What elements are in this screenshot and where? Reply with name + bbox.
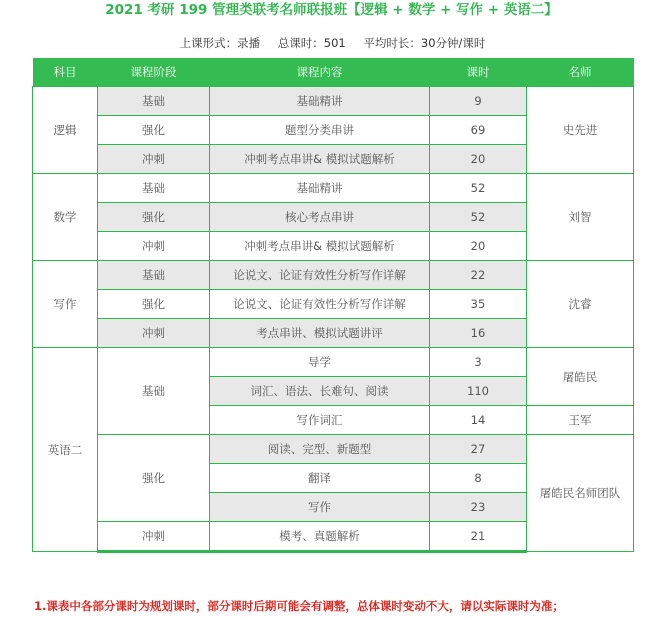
hours-cell: 8 (430, 464, 527, 493)
content-cell: 题型分类串讲 (210, 116, 430, 145)
stage-cell: 冲刺 (98, 522, 210, 552)
page-title: 2021 考研 199 管理类联考名师联报班【逻辑 + 数学 + 写作 + 英语二】 (105, 2, 558, 18)
course-info (32, 33, 633, 53)
header-subject: 科目 (33, 58, 98, 87)
header-content: 课程内容 (210, 58, 430, 87)
hours-cell: 3 (430, 348, 527, 377)
hours-cell: 20 (430, 232, 527, 261)
hours-cell: 22 (430, 261, 527, 290)
hours-cell: 52 (430, 174, 527, 203)
total-hours: 总课时：501 (277, 36, 346, 50)
stage-cell: 强化 (98, 290, 210, 319)
content-cell: 阅读、完型、新题型 (210, 435, 430, 464)
table-row (33, 435, 634, 464)
stage-cell: 冲刺 (98, 232, 210, 261)
content-cell: 论说文、论证有效性分析写作详解 (210, 261, 430, 290)
teacher-cell: 屠皓民 (527, 348, 634, 406)
content-cell: 论说文、论证有效性分析写作详解 (210, 290, 430, 319)
header-stage: 课程阶段 (98, 58, 210, 87)
hours-cell: 23 (430, 493, 527, 522)
stage-cell: 强化 (98, 116, 210, 145)
content-cell: 词汇、语法、长难句、阅读 (210, 377, 430, 406)
average-duration: 平均时长：30分钟/课时 (363, 36, 486, 50)
class-mode: 上课形式：录播 (179, 36, 261, 50)
footnote: 1.课表中各部分课时为规划课时，部分课时后期可能会有调整，总体课时变动不大，请以实际课时为准； (34, 599, 564, 613)
teacher-cell: 屠皓民名师团队 (527, 435, 634, 552)
stage-cell: 基础 (98, 174, 210, 203)
content-cell: 写作词汇 (210, 406, 430, 435)
subject-cell: 写作 (33, 261, 98, 348)
subject-cell: 数学 (33, 174, 98, 261)
stage-cell: 强化 (98, 203, 210, 232)
teacher-cell: 刘智 (527, 174, 634, 261)
hours-cell: 110 (430, 377, 527, 406)
hours-cell: 52 (430, 203, 527, 232)
table-row (33, 348, 634, 377)
teacher-cell: 沈睿 (527, 261, 634, 348)
hours-cell: 21 (430, 522, 527, 552)
hours-cell: 27 (430, 435, 527, 464)
content-cell: 冲刺考点串讲& 模拟试题解析 (210, 145, 430, 174)
content-cell: 冲刺考点串讲& 模拟试题解析 (210, 232, 430, 261)
table-row (33, 87, 634, 116)
hours-cell: 69 (430, 116, 527, 145)
stage-cell: 基础 (98, 261, 210, 290)
content-cell: 基础精讲 (210, 174, 430, 203)
stage-cell: 冲刺 (98, 145, 210, 174)
subject-cell: 逻辑 (33, 87, 98, 174)
stage-cell: 强化 (98, 435, 210, 522)
stage-cell: 冲刺 (98, 319, 210, 348)
content-cell: 考点串讲、模拟试题讲评 (210, 319, 430, 348)
content-cell: 写作 (210, 493, 430, 522)
teacher-cell: 王军 (527, 406, 634, 435)
hours-cell: 35 (430, 290, 527, 319)
header-hours: 课时 (430, 58, 527, 87)
content-cell: 基础精讲 (210, 87, 430, 116)
header-teacher: 名师 (527, 58, 634, 87)
stage-cell: 基础 (98, 87, 210, 116)
teacher-cell: 史先进 (527, 87, 634, 174)
hours-cell: 20 (430, 145, 527, 174)
hours-cell: 14 (430, 406, 527, 435)
stage-cell: 基础 (98, 348, 210, 435)
content-cell: 翻译 (210, 464, 430, 493)
content-cell: 核心考点串讲 (210, 203, 430, 232)
hours-cell: 16 (430, 319, 527, 348)
hours-cell: 9 (430, 87, 527, 116)
subject-cell: 英语二 (33, 348, 98, 552)
content-cell: 模考、真题解析 (210, 522, 430, 552)
table-header-row (33, 58, 634, 87)
schedule-table (32, 58, 634, 553)
table-row (33, 174, 634, 203)
table-row (33, 261, 634, 290)
content-cell: 导学 (210, 348, 430, 377)
